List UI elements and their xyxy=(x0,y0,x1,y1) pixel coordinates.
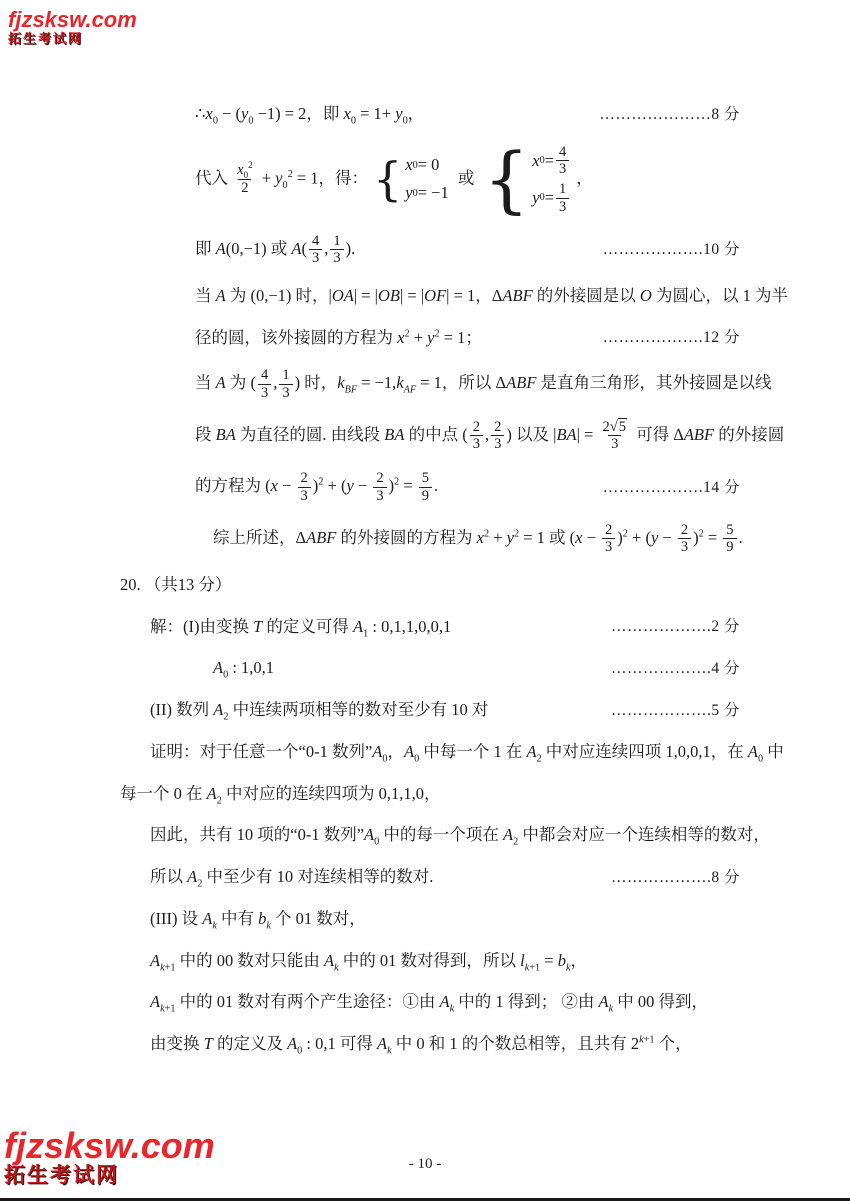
watermark-tld: .com xyxy=(85,7,137,32)
solution-line xyxy=(195,102,740,127)
watermark-name: 拓生考试网 xyxy=(8,30,84,46)
math-expression: 证明：对于任意一个“0-1 数列$”A_0$，$A_0$ 中每一个 1 在 $A_2$ 中对应连续四项 1,0,0,1，在 $A_0$ 中 xyxy=(150,741,784,765)
math-expression: (II) 数列 $A_2$ 中连续两项相等的数对至少有 10 对 xyxy=(150,700,489,723)
math-expression: 每一个 0 在 $A_2$ 中对应的连续四项为 0,1,1,0， xyxy=(120,783,441,806)
solution-line xyxy=(120,782,740,807)
page-number: - 10 - xyxy=(408,1156,442,1172)
solution-line xyxy=(150,698,740,723)
solution-line xyxy=(195,137,740,222)
math-expression: 代入 $\frac{x_0^2}{2}$ + $y_0^2 = 1$，得： { x 0 = 0 y 0 = −1 或 { x 0 = $\frac{4}{3}$ y 0 = $\frac{1}{3}$ ， xyxy=(195,137,593,222)
solution-content xyxy=(120,102,788,1074)
math-expression: $A_{k+1}$ 中的 01 数对有两个产生途径：①由 $A_k$ 中的 1 得到； ②由 $A_k$ 中 00 得到， xyxy=(150,992,709,1015)
score-marker: ……………….12 分 xyxy=(602,329,740,347)
score-marker: ……………….14 分 xyxy=(602,478,740,496)
math-expression: (III) 设 $A_k$ 中有 $b_k$ 个 01 数对， xyxy=(150,908,366,932)
watermark-site-text: fjzsksw xyxy=(8,7,86,32)
math-expression: 因此，共有 10 项的“0-1 数列$”A_0$ 中的每一个项在 $A_2$ 中都会对应一个连续相等的数对， xyxy=(150,825,770,848)
math-expression: 所以 $A_2$ 中至少有 10 对连续相等的数对. xyxy=(150,867,434,890)
watermark-top xyxy=(8,8,137,45)
solution-line xyxy=(150,949,740,974)
solution-line xyxy=(150,615,740,640)
math-expression: $A_{k+1}$ 中的 00 数对只能由 $A_k$ 中的 01 数对得到，所以 $l_{k+1} = b_k$， xyxy=(150,950,588,973)
math-expression: 即 A(0,−1) 或 A( $\frac{4}{3}$ , $\frac{1}{3}$ ). xyxy=(195,232,356,267)
solution-line xyxy=(150,907,740,932)
watermark-site xyxy=(8,8,137,32)
score-marker: ……………….2 分 xyxy=(610,618,740,636)
problem-number-line xyxy=(120,573,740,598)
score-marker: ……………….8 分 xyxy=(610,868,740,886)
math-expression: $\therefore x_0 - (y_0 -1) = 2$，即 $x_0 = 1+ y_0$， xyxy=(195,104,425,127)
solution-line xyxy=(213,521,743,556)
solution-line xyxy=(195,418,785,453)
solution-line xyxy=(195,470,740,504)
solution-line xyxy=(195,367,772,402)
solution-line xyxy=(213,656,740,681)
page-bottom-rule xyxy=(0,1198,850,1201)
score-marker: …………………8 分 xyxy=(599,105,740,123)
score-marker: ……………….4 分 xyxy=(610,660,740,678)
math-expression: 综上所述，ΔABF 的外接圆的方程为 $x^2 + y^2 = 1$ 或 (x − $\frac{2}{3}$ )$^2$ + (y − $\frac{2}{3}$ )$^2$ = $\frac{5}{9}$ . xyxy=(213,521,743,556)
math-expression: 径的圆，该外接圆的方程为 $x^2 + y^2 = 1$； xyxy=(195,327,482,347)
math-expression: 20. （共13 分） xyxy=(120,574,232,594)
math-expression: 当 A 为 (0,−1) 时，|OA| = |OB| = |OF| = 1，ΔABF 的外接圆是以 O 为圆心，以 1 为半 xyxy=(195,285,788,305)
solution-line xyxy=(195,233,740,267)
solution-line xyxy=(195,326,740,351)
solution-line xyxy=(150,823,770,848)
math-expression: 由变换 T 的定义及 $A_0$ : 0,1 可得 $A_k$ 中 0 和 1 的个数总相等，且共有 $2^{k+1}$ 个， xyxy=(150,1034,692,1057)
solution-line xyxy=(195,284,788,309)
math-expression: $A_0$ : 1,0,1 xyxy=(213,658,275,681)
math-expression: 的方程为 (x − $\frac{2}{3}$ )$^2$ + (y − $\frac{2}{3}$ )$^2$ = $\frac{5}{9}$ . xyxy=(195,470,439,504)
solution-line xyxy=(150,740,784,765)
math-expression: 解：(I)由变换 T 的定义可得 $A_1$ : 0,1,1,0,0,1 xyxy=(150,616,452,639)
solution-line xyxy=(150,990,740,1015)
math-expression: 段 BA 为直径的圆. 由线段 BA 的中点 ( $\frac{2}{3}$ , $\frac{2}{3}$ ) 以及 |BA| = $\frac{2√5}{3}$ 可得 ΔABF 的外接圆 xyxy=(195,418,785,453)
watermark-name: 拓生考试网 xyxy=(4,1163,119,1187)
watermark-tld: .com xyxy=(130,1125,215,1167)
solution-line xyxy=(150,1032,740,1057)
watermark-site-text: fjzsksw xyxy=(4,1125,131,1167)
score-marker: ……………….10 分 xyxy=(602,241,740,259)
math-expression: 当 A 为 ( $\frac{4}{3}$ , $\frac{1}{3}$ ) 时，$k_{BF} = -1,k_{AF} = 1$，所以 ΔABF 是直角三角形，其外接圆是以线 xyxy=(195,367,772,402)
solution-line xyxy=(150,865,740,890)
score-marker: ……………….5 分 xyxy=(610,701,740,719)
